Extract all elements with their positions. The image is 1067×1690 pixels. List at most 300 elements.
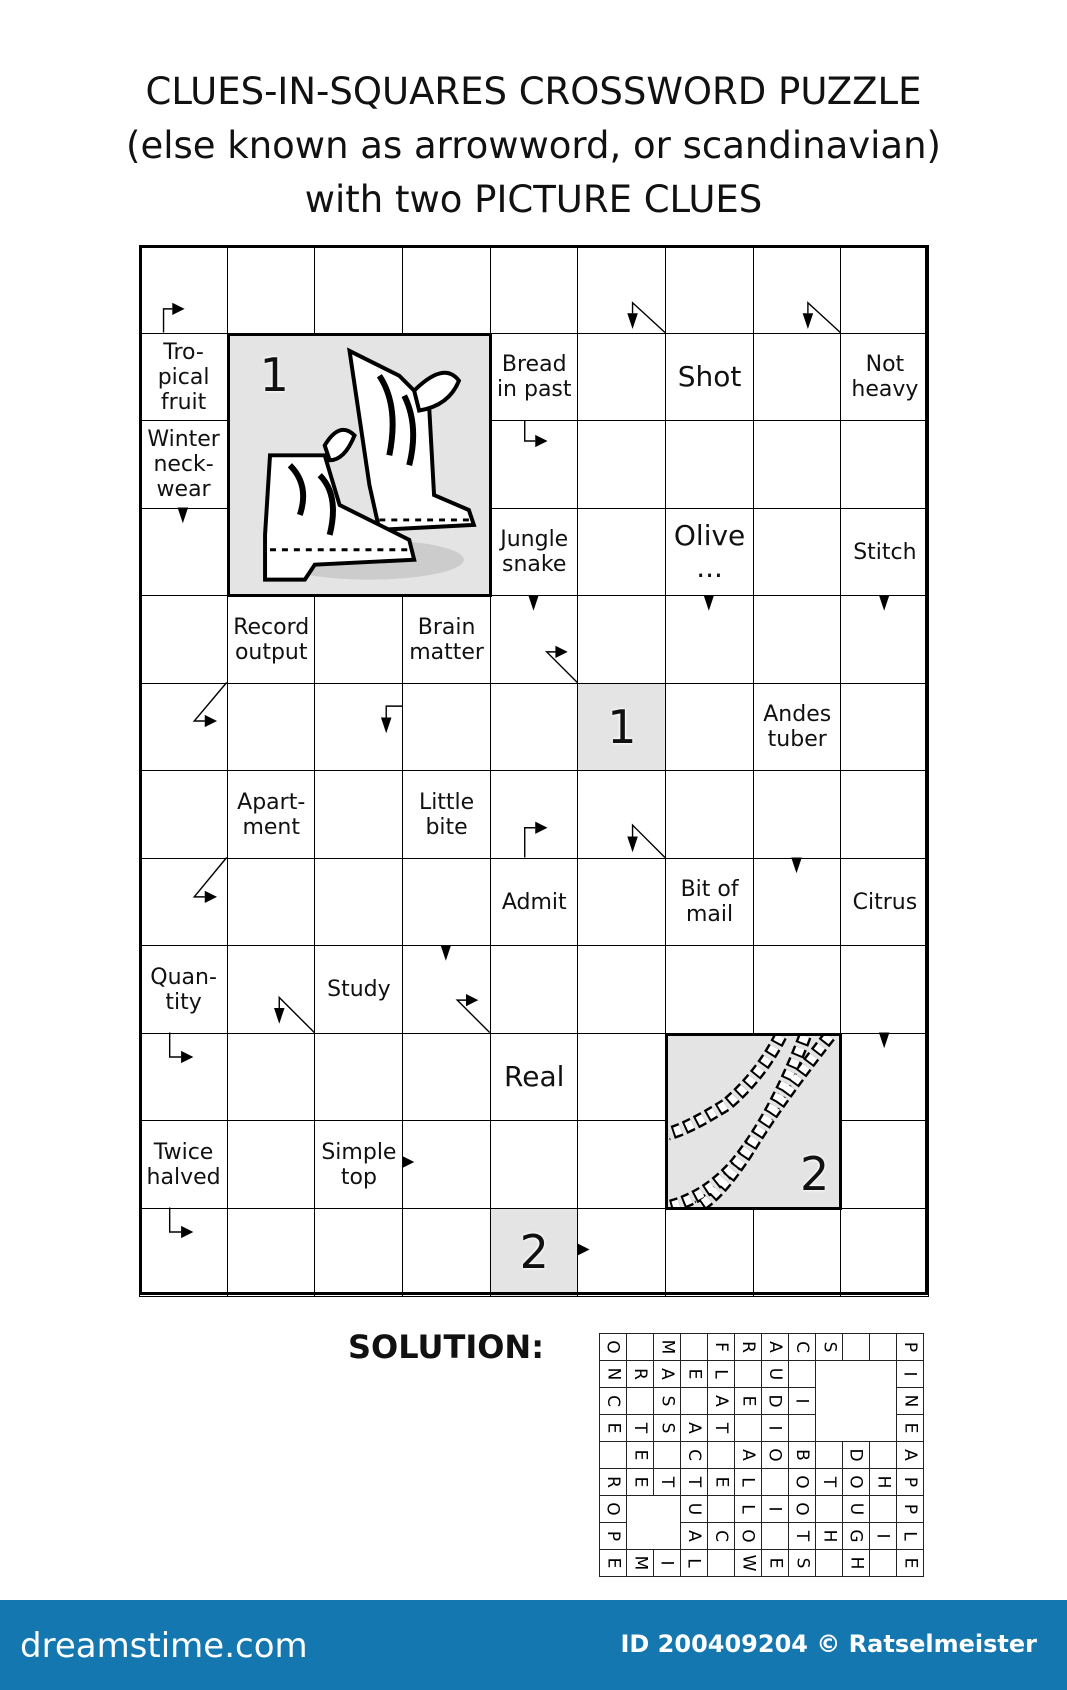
- answer-cell[interactable]: [139, 1033, 228, 1122]
- solution-cell: [762, 1469, 789, 1496]
- solution-letter: T: [683, 1476, 704, 1488]
- solution-block: [843, 1415, 870, 1442]
- answer-cell[interactable]: [139, 770, 228, 859]
- solution-cell: [843, 1496, 870, 1523]
- solution-cell: [789, 1388, 816, 1415]
- solution-letter: W: [738, 1554, 758, 1572]
- solution-letter: E: [738, 1395, 758, 1407]
- clue-cell: Quan- tity: [139, 945, 228, 1034]
- solution-letter: E: [684, 1368, 704, 1380]
- answer-cell[interactable]: [227, 1120, 316, 1209]
- solution-block: [654, 1496, 681, 1523]
- answer-cell[interactable]: [490, 595, 579, 684]
- solution-cell: [627, 1550, 654, 1577]
- clue-cell: Record output: [227, 595, 316, 684]
- solution-cell: [816, 1523, 843, 1550]
- solution-letter: T: [791, 1530, 812, 1542]
- picture-clue-number: 1: [259, 347, 289, 402]
- answer-cell[interactable]: [490, 683, 579, 772]
- picture-clue-1: [227, 333, 492, 598]
- solution-cell: [789, 1334, 816, 1361]
- solution-cell: [708, 1496, 735, 1523]
- solution-cell: [816, 1442, 843, 1469]
- solution-letter: C: [792, 1341, 812, 1353]
- clue-cell: Admit: [490, 858, 579, 947]
- solution-cell: [870, 1523, 897, 1550]
- solution-letter: P: [899, 1341, 920, 1353]
- solution-cell: [600, 1550, 627, 1577]
- solution-letter: A: [710, 1395, 731, 1407]
- solution-cell: [735, 1469, 762, 1496]
- solution-cell: [897, 1388, 924, 1415]
- clue-cell: Twice halved: [139, 1120, 228, 1209]
- solution-letter: G: [846, 1529, 866, 1543]
- solution-block: [843, 1361, 870, 1388]
- solution-cell: [654, 1361, 681, 1388]
- puzzle-title-line-1: CLUES-IN-SQUARES CROSSWORD PUZZLE: [145, 70, 922, 113]
- solution-cell: [897, 1361, 924, 1388]
- solution-cell: [870, 1550, 897, 1577]
- solution-cell: [681, 1550, 708, 1577]
- solution-cell: [708, 1550, 735, 1577]
- clue-cell: Andes tuber: [753, 683, 842, 772]
- clue-cell: Brain matter: [402, 595, 491, 684]
- answer-cell[interactable]: [227, 945, 316, 1034]
- answer-cell[interactable]: [753, 333, 842, 422]
- clue-cell: Citrus: [840, 858, 929, 947]
- solution-letter: I: [656, 1560, 677, 1566]
- answer-cell[interactable]: [840, 1208, 929, 1297]
- solution-letter: E: [765, 1557, 785, 1569]
- answer-marker-number: 1: [607, 699, 637, 754]
- solution-cell: [735, 1442, 762, 1469]
- solution-block: [654, 1523, 681, 1550]
- answer-cell[interactable]: [139, 1208, 228, 1297]
- answer-cell[interactable]: [402, 683, 491, 772]
- solution-letter: I: [872, 1533, 893, 1539]
- solution-letter: A: [737, 1449, 758, 1461]
- solution-letter: E: [630, 1449, 650, 1461]
- answer-cell[interactable]: [665, 770, 754, 859]
- solution-cell: [897, 1523, 924, 1550]
- solution-cell: [789, 1442, 816, 1469]
- solution-cell: [762, 1361, 789, 1388]
- solution-letter: O: [602, 1502, 623, 1516]
- solution-row: [600, 1388, 924, 1415]
- clue-cell: Bread in past: [490, 333, 579, 422]
- answer-marker-cell[interactable]: [577, 683, 666, 772]
- solution-cell: [627, 1442, 654, 1469]
- answer-cell[interactable]: [227, 858, 316, 947]
- solution-letter: T: [656, 1476, 677, 1488]
- crossword-grid: [139, 245, 928, 1295]
- solution-cell: [681, 1361, 708, 1388]
- solution-row: [600, 1361, 924, 1388]
- solution-cell: [708, 1361, 735, 1388]
- solution-letter: L: [737, 1504, 758, 1514]
- solution-row: [600, 1523, 924, 1550]
- solution-letter: H: [872, 1475, 893, 1489]
- solution-cell: [600, 1496, 627, 1523]
- solution-cell: [762, 1496, 789, 1523]
- solution-block: [843, 1388, 870, 1415]
- solution-letter: A: [764, 1341, 785, 1353]
- solution-row: [600, 1334, 924, 1361]
- solution-block: [870, 1388, 897, 1415]
- solution-cell: [627, 1334, 654, 1361]
- solution-letter: M: [629, 1555, 650, 1571]
- solution-cell: [708, 1523, 735, 1550]
- solution-cell: [735, 1361, 762, 1388]
- solution-letter: O: [791, 1502, 812, 1516]
- solution-cell: [654, 1334, 681, 1361]
- picture-clue-2: [665, 1033, 842, 1210]
- answer-cell[interactable]: [840, 245, 929, 334]
- answer-cell[interactable]: [314, 1208, 403, 1297]
- answer-cell[interactable]: [490, 945, 579, 1034]
- solution-letter: C: [603, 1395, 623, 1407]
- solution-letter: L: [710, 1369, 731, 1379]
- solution-letter: H: [818, 1529, 839, 1543]
- answer-cell[interactable]: [314, 595, 403, 684]
- solution-cell: [789, 1523, 816, 1550]
- answer-cell[interactable]: [139, 683, 228, 772]
- answer-cell[interactable]: [840, 1120, 929, 1209]
- solution-cell: [816, 1469, 843, 1496]
- solution-cell: [627, 1361, 654, 1388]
- solution-cell: [762, 1550, 789, 1577]
- answer-cell[interactable]: [753, 770, 842, 859]
- solution-cell: [735, 1496, 762, 1523]
- answer-cell[interactable]: [665, 420, 754, 509]
- clue-cell: Tro- pical fruit: [139, 333, 228, 422]
- answer-cell[interactable]: [753, 858, 842, 947]
- solution-letter: N: [603, 1367, 623, 1381]
- answer-marker-cell[interactable]: [490, 1208, 579, 1297]
- answer-cell[interactable]: [227, 683, 316, 772]
- solution-letter: A: [683, 1422, 704, 1434]
- answer-cell[interactable]: [753, 945, 842, 1034]
- solution-letter: E: [603, 1557, 623, 1569]
- solution-cell: [762, 1334, 789, 1361]
- solution-cell: [897, 1496, 924, 1523]
- answer-cell[interactable]: [577, 858, 666, 947]
- solution-letter: U: [764, 1367, 785, 1381]
- solution-cell: [843, 1469, 870, 1496]
- clue-cell: Not heavy: [840, 333, 929, 422]
- answer-cell[interactable]: [227, 245, 316, 334]
- solution-cell: [600, 1415, 627, 1442]
- solution-cell: [654, 1388, 681, 1415]
- solution-grid: [599, 1333, 924, 1577]
- answer-cell[interactable]: [402, 945, 491, 1034]
- solution-row: [600, 1550, 924, 1577]
- clue-cell: Simple top: [314, 1120, 403, 1209]
- solution-letter: E: [603, 1422, 623, 1434]
- solution-letter: T: [629, 1422, 650, 1434]
- solution-letter: P: [899, 1476, 920, 1488]
- solution-letter: S: [818, 1341, 839, 1353]
- clue-cell: Study: [314, 945, 403, 1034]
- solution-letter: O: [764, 1448, 785, 1462]
- solution-letter: O: [602, 1340, 623, 1354]
- answer-cell[interactable]: [139, 508, 228, 597]
- solution-cell: [708, 1388, 735, 1415]
- solution-letter: U: [845, 1502, 866, 1516]
- solution-cell: [735, 1415, 762, 1442]
- solution-cell: [735, 1550, 762, 1577]
- solution-cell: [600, 1361, 627, 1388]
- footer-bar: [0, 1600, 1067, 1690]
- solution-cell: [897, 1469, 924, 1496]
- solution-cell: [654, 1550, 681, 1577]
- solution-letter: O: [791, 1475, 812, 1489]
- solution-letter: F: [711, 1342, 731, 1352]
- solution-row: [600, 1442, 924, 1469]
- solution-letter: O: [737, 1529, 758, 1543]
- answer-cell[interactable]: [577, 333, 666, 422]
- solution-letter: U: [683, 1502, 704, 1516]
- solution-block: [627, 1523, 654, 1550]
- solution-cell: [654, 1469, 681, 1496]
- solution-cell: [816, 1334, 843, 1361]
- clue-cell: Winter neck- wear: [139, 420, 228, 509]
- solution-cell: [654, 1442, 681, 1469]
- answer-cell[interactable]: [139, 595, 228, 684]
- solution-cell: [681, 1469, 708, 1496]
- clue-cell: Olive ...: [665, 508, 754, 597]
- solution-block: [816, 1415, 843, 1442]
- solution-letter: N: [900, 1394, 920, 1408]
- solution-letter: E: [630, 1476, 650, 1488]
- solution-cell: [627, 1388, 654, 1415]
- solution-cell: [789, 1361, 816, 1388]
- solution-cell: [708, 1415, 735, 1442]
- answer-cell[interactable]: [840, 1033, 929, 1122]
- solution-cell: [897, 1442, 924, 1469]
- clue-cell: Shot: [665, 333, 754, 422]
- solution-cell: [600, 1388, 627, 1415]
- answer-cell[interactable]: [402, 245, 491, 334]
- answer-cell[interactable]: [840, 770, 929, 859]
- solution-cell: [708, 1469, 735, 1496]
- answer-cell[interactable]: [402, 1033, 491, 1122]
- solution-cell: [816, 1550, 843, 1577]
- solution-cell: [762, 1415, 789, 1442]
- solution-letter: I: [791, 1398, 812, 1404]
- solution-cell: [762, 1388, 789, 1415]
- solution-cell: [789, 1550, 816, 1577]
- answer-cell[interactable]: [577, 1120, 666, 1209]
- answer-cell[interactable]: [665, 595, 754, 684]
- solution-block: [816, 1361, 843, 1388]
- answer-cell[interactable]: [227, 1208, 316, 1297]
- solution-cell: [897, 1415, 924, 1442]
- answer-cell[interactable]: [753, 420, 842, 509]
- solution-cell: [843, 1523, 870, 1550]
- solution-cell: [627, 1415, 654, 1442]
- answer-cell[interactable]: [577, 508, 666, 597]
- dreamstime-logo[interactable]: dreamstime.com: [20, 1626, 308, 1666]
- answer-cell[interactable]: [490, 245, 579, 334]
- solution-cell: [843, 1334, 870, 1361]
- solution-row: [600, 1496, 924, 1523]
- solution-cell: [708, 1442, 735, 1469]
- puzzle-title-line-2: (else known as arrowword, or scandinavian): [126, 124, 941, 167]
- answer-cell[interactable]: [490, 420, 579, 509]
- clue-cell: Stitch: [840, 508, 929, 597]
- answer-cell[interactable]: [577, 770, 666, 859]
- answer-cell[interactable]: [577, 420, 666, 509]
- answer-cell[interactable]: [840, 595, 929, 684]
- solution-cell: [789, 1496, 816, 1523]
- solution-cell: [681, 1388, 708, 1415]
- answer-cell[interactable]: [665, 945, 754, 1034]
- solution-block: [870, 1415, 897, 1442]
- solution-cell: [843, 1550, 870, 1577]
- solution-letter: I: [899, 1371, 920, 1377]
- solution-cell: [870, 1334, 897, 1361]
- solution-cell: [681, 1415, 708, 1442]
- solution-letter: P: [899, 1503, 920, 1515]
- clue-cell: Jungle snake: [490, 508, 579, 597]
- solution-letter: S: [791, 1557, 812, 1569]
- solution-letter: O: [845, 1475, 866, 1489]
- solution-cell: [816, 1496, 843, 1523]
- answer-marker-number: 2: [519, 1224, 549, 1279]
- answer-cell[interactable]: [753, 595, 842, 684]
- answer-cell[interactable]: [753, 1208, 842, 1297]
- solution-letter: L: [899, 1531, 920, 1541]
- solution-letter: I: [764, 1425, 785, 1431]
- solution-letter: H: [845, 1556, 866, 1570]
- answer-cell[interactable]: [753, 508, 842, 597]
- solution-letter: B: [791, 1449, 812, 1461]
- solution-cell: [600, 1442, 627, 1469]
- answer-cell[interactable]: [139, 858, 228, 947]
- answer-cell[interactable]: [665, 245, 754, 334]
- solution-letter: E: [900, 1557, 920, 1569]
- solution-block: [816, 1388, 843, 1415]
- solution-letter: L: [683, 1558, 704, 1568]
- solution-cell: [762, 1523, 789, 1550]
- solution-cell: [735, 1334, 762, 1361]
- solution-letter: R: [738, 1341, 758, 1353]
- solution-cell: [681, 1523, 708, 1550]
- solution-letter: D: [846, 1448, 866, 1462]
- solution-cell: [600, 1523, 627, 1550]
- answer-cell[interactable]: [577, 245, 666, 334]
- solution-letter: R: [630, 1368, 650, 1380]
- answer-cell[interactable]: [577, 1033, 666, 1122]
- answer-cell[interactable]: [753, 245, 842, 334]
- answer-cell[interactable]: [139, 245, 228, 334]
- solution-letter: T: [818, 1476, 839, 1488]
- answer-cell[interactable]: [577, 595, 666, 684]
- solution-letter: A: [899, 1449, 920, 1461]
- clue-cell: Little bite: [402, 770, 491, 859]
- solution-label: SOLUTION:: [348, 1328, 544, 1366]
- clue-cell: Real: [490, 1033, 579, 1122]
- answer-cell[interactable]: [665, 683, 754, 772]
- answer-cell[interactable]: [314, 858, 403, 947]
- answer-cell[interactable]: [402, 858, 491, 947]
- solution-cell: [789, 1469, 816, 1496]
- solution-cell: [735, 1388, 762, 1415]
- solution-letter: C: [684, 1449, 704, 1461]
- solution-cell: [735, 1523, 762, 1550]
- picture-clue-number: 2: [800, 1146, 830, 1201]
- solution-cell: [789, 1415, 816, 1442]
- clue-cell: Apart- ment: [227, 770, 316, 859]
- answer-cell[interactable]: [314, 683, 403, 772]
- solution-row: [600, 1469, 924, 1496]
- solution-cell: [843, 1442, 870, 1469]
- answer-cell[interactable]: [577, 1208, 666, 1297]
- solution-cell: [870, 1496, 897, 1523]
- answer-cell[interactable]: [227, 1033, 316, 1122]
- solution-cell: [897, 1334, 924, 1361]
- solution-block: [870, 1361, 897, 1388]
- solution-cell: [870, 1442, 897, 1469]
- answer-cell[interactable]: [840, 420, 929, 509]
- puzzle-title-line-3: with two PICTURE CLUES: [304, 178, 763, 221]
- solution-cell: [708, 1334, 735, 1361]
- solution-cell: [627, 1469, 654, 1496]
- solution-letter: P: [602, 1530, 623, 1542]
- answer-cell[interactable]: [490, 770, 579, 859]
- answer-cell[interactable]: [840, 683, 929, 772]
- solution-block: [627, 1496, 654, 1523]
- answer-cell[interactable]: [490, 1120, 579, 1209]
- solution-letter: C: [711, 1530, 731, 1542]
- answer-cell[interactable]: [402, 1208, 491, 1297]
- solution-letter: A: [683, 1530, 704, 1542]
- answer-cell[interactable]: [402, 1120, 491, 1209]
- solution-cell: [600, 1334, 627, 1361]
- solution-cell: [681, 1334, 708, 1361]
- solution-letter: I: [764, 1506, 785, 1512]
- answer-cell[interactable]: [314, 245, 403, 334]
- solution-cell: [681, 1496, 708, 1523]
- solution-cell: [681, 1442, 708, 1469]
- solution-letter: S: [656, 1422, 677, 1434]
- solution-letter: S: [656, 1395, 677, 1407]
- solution-letter: E: [900, 1422, 920, 1434]
- solution-row: [600, 1415, 924, 1442]
- solution-cell: [600, 1469, 627, 1496]
- solution-cell: [654, 1415, 681, 1442]
- image-credit: ID 200409204 © Ratselmeister: [620, 1630, 1037, 1658]
- solution-cell: [870, 1469, 897, 1496]
- answer-cell[interactable]: [314, 770, 403, 859]
- answer-cell[interactable]: [314, 1033, 403, 1122]
- solution-letter: T: [710, 1422, 731, 1434]
- solution-letter: R: [603, 1476, 623, 1488]
- answer-cell[interactable]: [840, 945, 929, 1034]
- answer-cell[interactable]: [577, 945, 666, 1034]
- solution-letter: E: [711, 1476, 731, 1488]
- solution-cell: [762, 1442, 789, 1469]
- clue-cell: Bit of mail: [665, 858, 754, 947]
- solution-letter: A: [656, 1368, 677, 1380]
- solution-letter: M: [656, 1339, 677, 1355]
- boots-icon: [230, 336, 489, 595]
- answer-cell[interactable]: [665, 1208, 754, 1297]
- solution-letter: D: [765, 1394, 785, 1408]
- solution-letter: L: [737, 1477, 758, 1487]
- solution-cell: [897, 1550, 924, 1577]
